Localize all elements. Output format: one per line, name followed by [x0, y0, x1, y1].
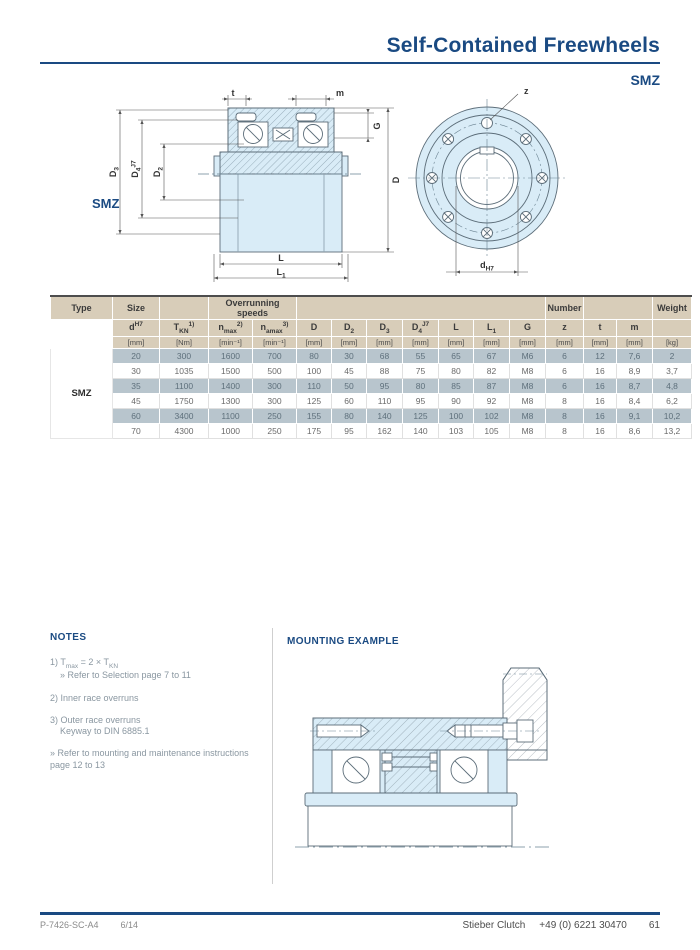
table-cell: 20: [113, 349, 160, 364]
col-nmax: $n_{max}^{2)}$: [209, 320, 253, 337]
table-cell: 103: [439, 424, 474, 439]
dim-label-m: m: [335, 88, 345, 98]
table-symbol-row: [51, 320, 692, 337]
table-cell: 8: [546, 394, 584, 409]
table-cell: 8,4: [617, 394, 653, 409]
dim-label-G: G: [372, 122, 382, 130]
table-row: [51, 379, 692, 394]
table-cell: 6,2: [653, 394, 692, 409]
mounting-example-heading: MOUNTING EXAMPLE: [287, 636, 399, 647]
col-group-size: Size: [113, 296, 160, 320]
unit-T: [Nm]: [160, 337, 209, 349]
note-1-refer: » Refer to Selection page 7 to 11: [60, 670, 191, 681]
unit-L1: [mm]: [474, 337, 510, 349]
table-cell: 155: [297, 409, 332, 424]
phone-number: +49 (0) 6221 30470: [539, 920, 627, 931]
dimension-table-wrap: [50, 295, 687, 439]
note-1: 1) $T_{max} = 2 \times T_{KN}$ » Refer to Selection page 7 to 11: [50, 656, 191, 681]
table-cell: 87: [474, 379, 510, 394]
table-cell: 88: [367, 364, 403, 379]
table-cell: 700: [253, 349, 297, 364]
col-group-type: Type: [51, 296, 113, 320]
col-group-number: Number: [546, 296, 584, 320]
table-cell: 175: [297, 424, 332, 439]
table-group-header-row: [51, 296, 692, 320]
table-cell: 1600: [209, 349, 253, 364]
table-cell: 8: [546, 409, 584, 424]
table-cell: 8,6: [617, 424, 653, 439]
col-L: L: [439, 320, 474, 337]
type-label-cell: SMZ: [51, 349, 113, 439]
issue-date: 6/14: [120, 920, 139, 930]
dim-label-D: D: [391, 176, 401, 184]
table-cell: 35: [113, 379, 160, 394]
col-G: G: [510, 320, 546, 337]
footer-rule: [40, 912, 660, 915]
page-title: Self-Contained Freewheels: [386, 34, 660, 57]
col-group-overrunning: Overrunning speeds: [209, 296, 297, 320]
table-cell: 80: [332, 409, 367, 424]
table-cell: 300: [160, 349, 209, 364]
table-cell: 250: [253, 409, 297, 424]
table-row: [51, 394, 692, 409]
table-cell: 90: [439, 394, 474, 409]
unit-t: [mm]: [584, 337, 617, 349]
table-cell: 6: [546, 364, 584, 379]
table-cell: 8,9: [617, 364, 653, 379]
front-view-drawing: [408, 94, 566, 276]
table-cell: 102: [474, 409, 510, 424]
table-cell: M8: [510, 409, 546, 424]
col-group-blank3: [584, 296, 653, 320]
table-cell: 1750: [160, 394, 209, 409]
table-cell: 12: [584, 349, 617, 364]
note-4: » Refer to mounting and maintenance instructions page 12 to 13: [50, 748, 249, 770]
col-group-weight: Weight: [653, 296, 692, 320]
dim-label-D2: $D_2$: [152, 166, 165, 178]
table-cell: 8: [546, 424, 584, 439]
table-cell: 30: [332, 349, 367, 364]
table-cell: 1100: [209, 409, 253, 424]
notes-heading: NOTES: [50, 632, 87, 643]
col-T: $T_{KN}^{1)}$: [160, 320, 209, 337]
unit-namax: [min⁻¹]: [253, 337, 297, 349]
table-cell: 4,8: [653, 379, 692, 394]
unit-L: [mm]: [439, 337, 474, 349]
table-cell: 55: [403, 349, 439, 364]
table-cell: 16: [584, 409, 617, 424]
table-cell: 16: [584, 364, 617, 379]
table-cell: 67: [474, 349, 510, 364]
table-cell: 3,7: [653, 364, 692, 379]
table-cell: 82: [474, 364, 510, 379]
table-cell: 68: [367, 349, 403, 364]
table-cell: 1500: [209, 364, 253, 379]
table-cell: M8: [510, 424, 546, 439]
unit-d: [mm]: [113, 337, 160, 349]
table-cell: 140: [403, 424, 439, 439]
cross-section-drawing: [198, 108, 364, 252]
dim-label-L1: $L_1$: [276, 267, 286, 280]
unit-nmax: [min⁻¹]: [209, 337, 253, 349]
col-m: m: [617, 320, 653, 337]
table-cell: 6: [546, 349, 584, 364]
table-cell: 45: [332, 364, 367, 379]
section-divider: [272, 628, 273, 884]
table-cell: 250: [253, 424, 297, 439]
table-cell: 85: [439, 379, 474, 394]
col-d: $d^{H7}$: [113, 320, 160, 337]
col-namax: $n_{amax}^{3)}$: [253, 320, 297, 337]
table-cell: 100: [439, 409, 474, 424]
type-blank-cell: [51, 320, 113, 349]
unit-D: [mm]: [297, 337, 332, 349]
table-cell: M8: [510, 379, 546, 394]
col-t: t: [584, 320, 617, 337]
table-cell: 140: [367, 409, 403, 424]
table-cell: 80: [297, 349, 332, 364]
table-cell: 16: [584, 424, 617, 439]
table-cell: 75: [403, 364, 439, 379]
table-cell: 1400: [209, 379, 253, 394]
table-cell: 13,2: [653, 424, 692, 439]
doc-code: P-7426-SC-A4: [40, 920, 99, 930]
table-row: [51, 424, 692, 439]
note-2: 2) Inner race overruns: [50, 692, 139, 703]
table-cell: 1000: [209, 424, 253, 439]
table-cell: 16: [584, 394, 617, 409]
table-cell: 1100: [160, 379, 209, 394]
note-3: 3) Outer race overruns Keyway to DIN 6885.1: [50, 714, 150, 737]
table-cell: 4300: [160, 424, 209, 439]
table-cell: 100: [297, 364, 332, 379]
table-row: [51, 364, 692, 379]
mounting-drawing: [295, 668, 552, 847]
unit-weight: [kg]: [653, 337, 692, 349]
series-side-label: SMZ: [92, 196, 120, 211]
table-cell: 60: [332, 394, 367, 409]
col-weight: [653, 320, 692, 337]
table-cell: 162: [367, 424, 403, 439]
table-cell: 125: [403, 409, 439, 424]
table-cell: 80: [403, 379, 439, 394]
unit-z: [mm]: [546, 337, 584, 349]
table-cell: M6: [510, 349, 546, 364]
mounting-example-svg: [290, 650, 690, 910]
table-cell: 65: [439, 349, 474, 364]
table-cell: 30: [113, 364, 160, 379]
unit-D4: [mm]: [403, 337, 439, 349]
dim-label-z: z: [524, 86, 529, 96]
unit-G: [mm]: [510, 337, 546, 349]
table-cell: M8: [510, 394, 546, 409]
table-cell: 80: [439, 364, 474, 379]
dim-label-t: t: [231, 88, 235, 98]
table-cell: 10,2: [653, 409, 692, 424]
table-units-row: [51, 337, 692, 349]
table-cell: 110: [297, 379, 332, 394]
table-cell: 70: [113, 424, 160, 439]
table-cell: 110: [367, 394, 403, 409]
col-L1: $L_1$: [474, 320, 510, 337]
freewheel-table-body: [51, 349, 692, 439]
table-cell: 16: [584, 379, 617, 394]
table-cell: 8,7: [617, 379, 653, 394]
technical-drawing-svg: [40, 86, 660, 296]
col-z: z: [546, 320, 584, 337]
unit-m: [mm]: [617, 337, 653, 349]
col-D4: $D_4^{J7}$: [403, 320, 439, 337]
table-cell: 95: [367, 379, 403, 394]
table-cell: 2: [653, 349, 692, 364]
unit-D3: [mm]: [367, 337, 403, 349]
col-D: D: [297, 320, 332, 337]
table-cell: 9,1: [617, 409, 653, 424]
col-D3: $D_3$: [367, 320, 403, 337]
table-cell: 45: [113, 394, 160, 409]
col-D2: $D_2$: [332, 320, 367, 337]
table-cell: 300: [253, 394, 297, 409]
table-row: [51, 349, 692, 364]
dim-label-D4J7: $D_4^{J7}$: [130, 160, 143, 178]
table-cell: 95: [403, 394, 439, 409]
notes-section: [50, 632, 265, 782]
model-label: SMZ: [630, 72, 660, 88]
table-cell: 500: [253, 364, 297, 379]
col-group-blank2: [297, 296, 546, 320]
page-number: 61: [648, 920, 660, 931]
table-cell: 3400: [160, 409, 209, 424]
company-name: Stieber Clutch: [462, 920, 526, 931]
table-row: [51, 409, 692, 424]
table-cell: 6: [546, 379, 584, 394]
table-cell: 105: [474, 424, 510, 439]
table-cell: 60: [113, 409, 160, 424]
table-cell: 50: [332, 379, 367, 394]
dim-label-D3: $D_3$: [108, 166, 121, 178]
table-cell: 1300: [209, 394, 253, 409]
table-cell: 125: [297, 394, 332, 409]
dimension-table: [50, 295, 692, 439]
table-cell: 7,6: [617, 349, 653, 364]
col-group-blank1: [160, 296, 209, 320]
title-rule: [40, 62, 660, 64]
dim-label-dH7: $d_{H7}$: [480, 260, 494, 273]
table-cell: 300: [253, 379, 297, 394]
table-cell: 92: [474, 394, 510, 409]
table-cell: 95: [332, 424, 367, 439]
dim-label-L: L: [278, 253, 284, 263]
table-cell: 1035: [160, 364, 209, 379]
technical-drawings: [40, 86, 660, 296]
table-cell: M8: [510, 364, 546, 379]
footer: [40, 920, 660, 931]
unit-D2: [mm]: [332, 337, 367, 349]
